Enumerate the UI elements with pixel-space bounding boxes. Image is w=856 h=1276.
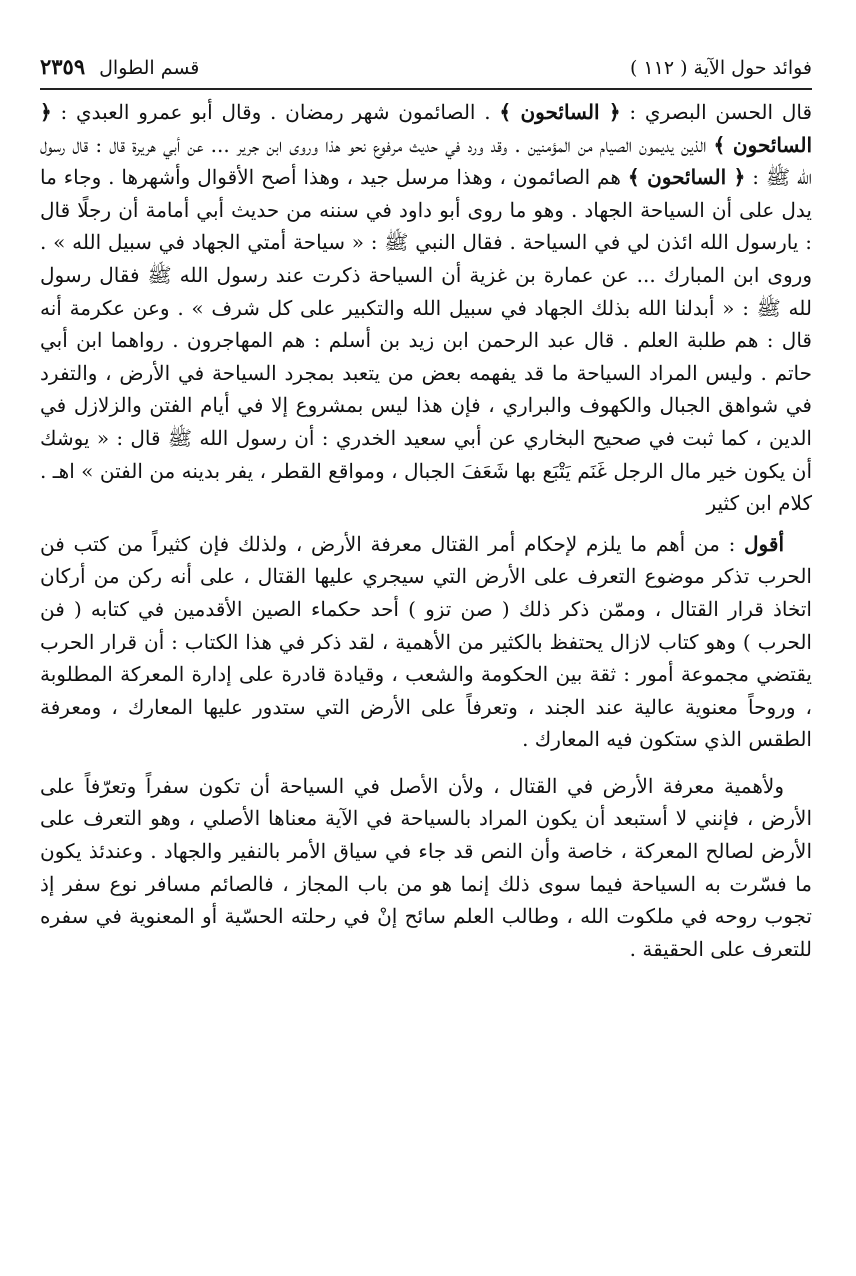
text-run: قال الحسن البصري : xyxy=(620,100,813,124)
section-name: قسم الطوال xyxy=(99,57,200,79)
bold-term: ﴿ السائحون ﴾ xyxy=(627,165,746,190)
paragraph-aqul xyxy=(40,528,812,756)
paragraph-importance-of-land xyxy=(40,770,812,966)
header-rule xyxy=(40,88,812,90)
text-run: هم الصائمون ، وهذا مرسل جيد ، وهذا أصح الأقوال وأشهرها . وجاء ما يدل على أن السياحة الجهاد . وهو ما روى أبو داود في سننه من حديث أبي أمامة أن رجلًا قال : يارسول الله ائذن لي في السياحة . فقال النبي ﷺ : « سياحة أمتي الجهاد في سبيل الله » . وروى ابن المبارك ... عن عمارة بن غزية أن السياحة ذكرت عند رسول الله ﷺ فقال رسول لله ﷺ : « أبدلنا الله بذلك الجهاد في سبيل الله والتكبير على كل شرف » . وعن عكرمة أنه قال : هم طلبة العلم . قال عبد الرحمن ابن زيد بن أسلم : هم المهاجرون . رواهما ابن أبي حاتم . وليس المراد السياحة ما قد يفهمه بعض من يتعبد بمجرد السياحة في الأرض ، والتفرد في شواهق الجبال والكهوف والبراري ، فإن هذا ليس بمشروع إلا في أيام الفتن والزلازل في الدين ، كما ثبت في صحيح البخاري عن أبي سعيد الخدري : أن رسول الله ﷺ قال : « يوشك أن يكون خير مال الرجل غَنَم يَتْبَع بها شَعَفَ الجبال ، ومواقع القطر ، يفر بدينه من الفتن » اهـ . كلام ابن كثير xyxy=(40,165,812,516)
running-head-title: فوائد حول الآية ( ١١٢ ) xyxy=(629,57,812,79)
text-run: . الصائمون شهر رمضان . وقال أبو عمرو العبدي : xyxy=(51,100,500,124)
running-head xyxy=(40,50,812,84)
text-run: : من أهم ما يلزم لإحكام أمر القتال معرفة الأرض ، ولذلك فإن كثيراً من كتب فن الحرب تذكر موضوع التعرف على الأرض التي سيجري عليها القتال ، على أنه ركن من أركان اتخاذ قرار القتال ، وممّن ذكر ذلك ( صن تزو ) أحد حكماء الصين الأقدمين في كتابه ( فن الحرب ) وهو كتاب لازال يحتفظ بالكثير من الأهمية ، لقد ذكر في هذا الكتاب : أن قرار الحرب يقتضي مجموعة أمور : ثقة بين الحكومة والشعب ، وقيادة قادرة على إدارة المعركة المطلوبة ، وروحاً معنوية عالية عند الجند ، وتعرفاً على الأرض التي ستدور عليها المعارك ، ومعرفة الطقس الذي ستكون فيه المعارك . xyxy=(40,531,812,752)
page-number: ٢٣٥٩ xyxy=(40,54,86,79)
text-run: ولأهمية معرفة الأرض في القتال ، ولأن الأصل في السياحة أن تكون سفراً وتعرّفاً على الأرض ، فإنني لا أستبعد أن يكون المراد بالسياحة في الآية معناها الأصلي ، وهو التعرف على الأرض لصالح المعركة ، خاصة وأن النص قد جاء في سياق الأمر بالنفير والجهاد . وعندئذ يكون ما فسّرت به السياحة فيما سوى ذلك إنما هو من باب المجاز ، فالصائم مسافر نوع سفر إذ تجوب روحه في ملكوت الله ، وطالب العلم سائح إنْ في رحلته الحسّية أو المعنوية في سفره للتعرف على الحقيقة . xyxy=(40,773,812,961)
text-run: الذين يديمون الصيام من المؤمنين . وقد ورد في حديث مرفوع نحو هذا وروى ابن جرير ... عن أبي هريرة قال : قال رسول الله ﷺ : xyxy=(40,132,812,190)
bold-term: ﴿ السائحون ﴾ xyxy=(499,100,621,124)
running-head-left xyxy=(40,50,199,85)
paragraph-quote-ibn-kathir xyxy=(40,96,812,520)
bold-term: أقول xyxy=(744,531,784,556)
bold-term: ﴿ السائحون ﴾ xyxy=(40,100,813,157)
